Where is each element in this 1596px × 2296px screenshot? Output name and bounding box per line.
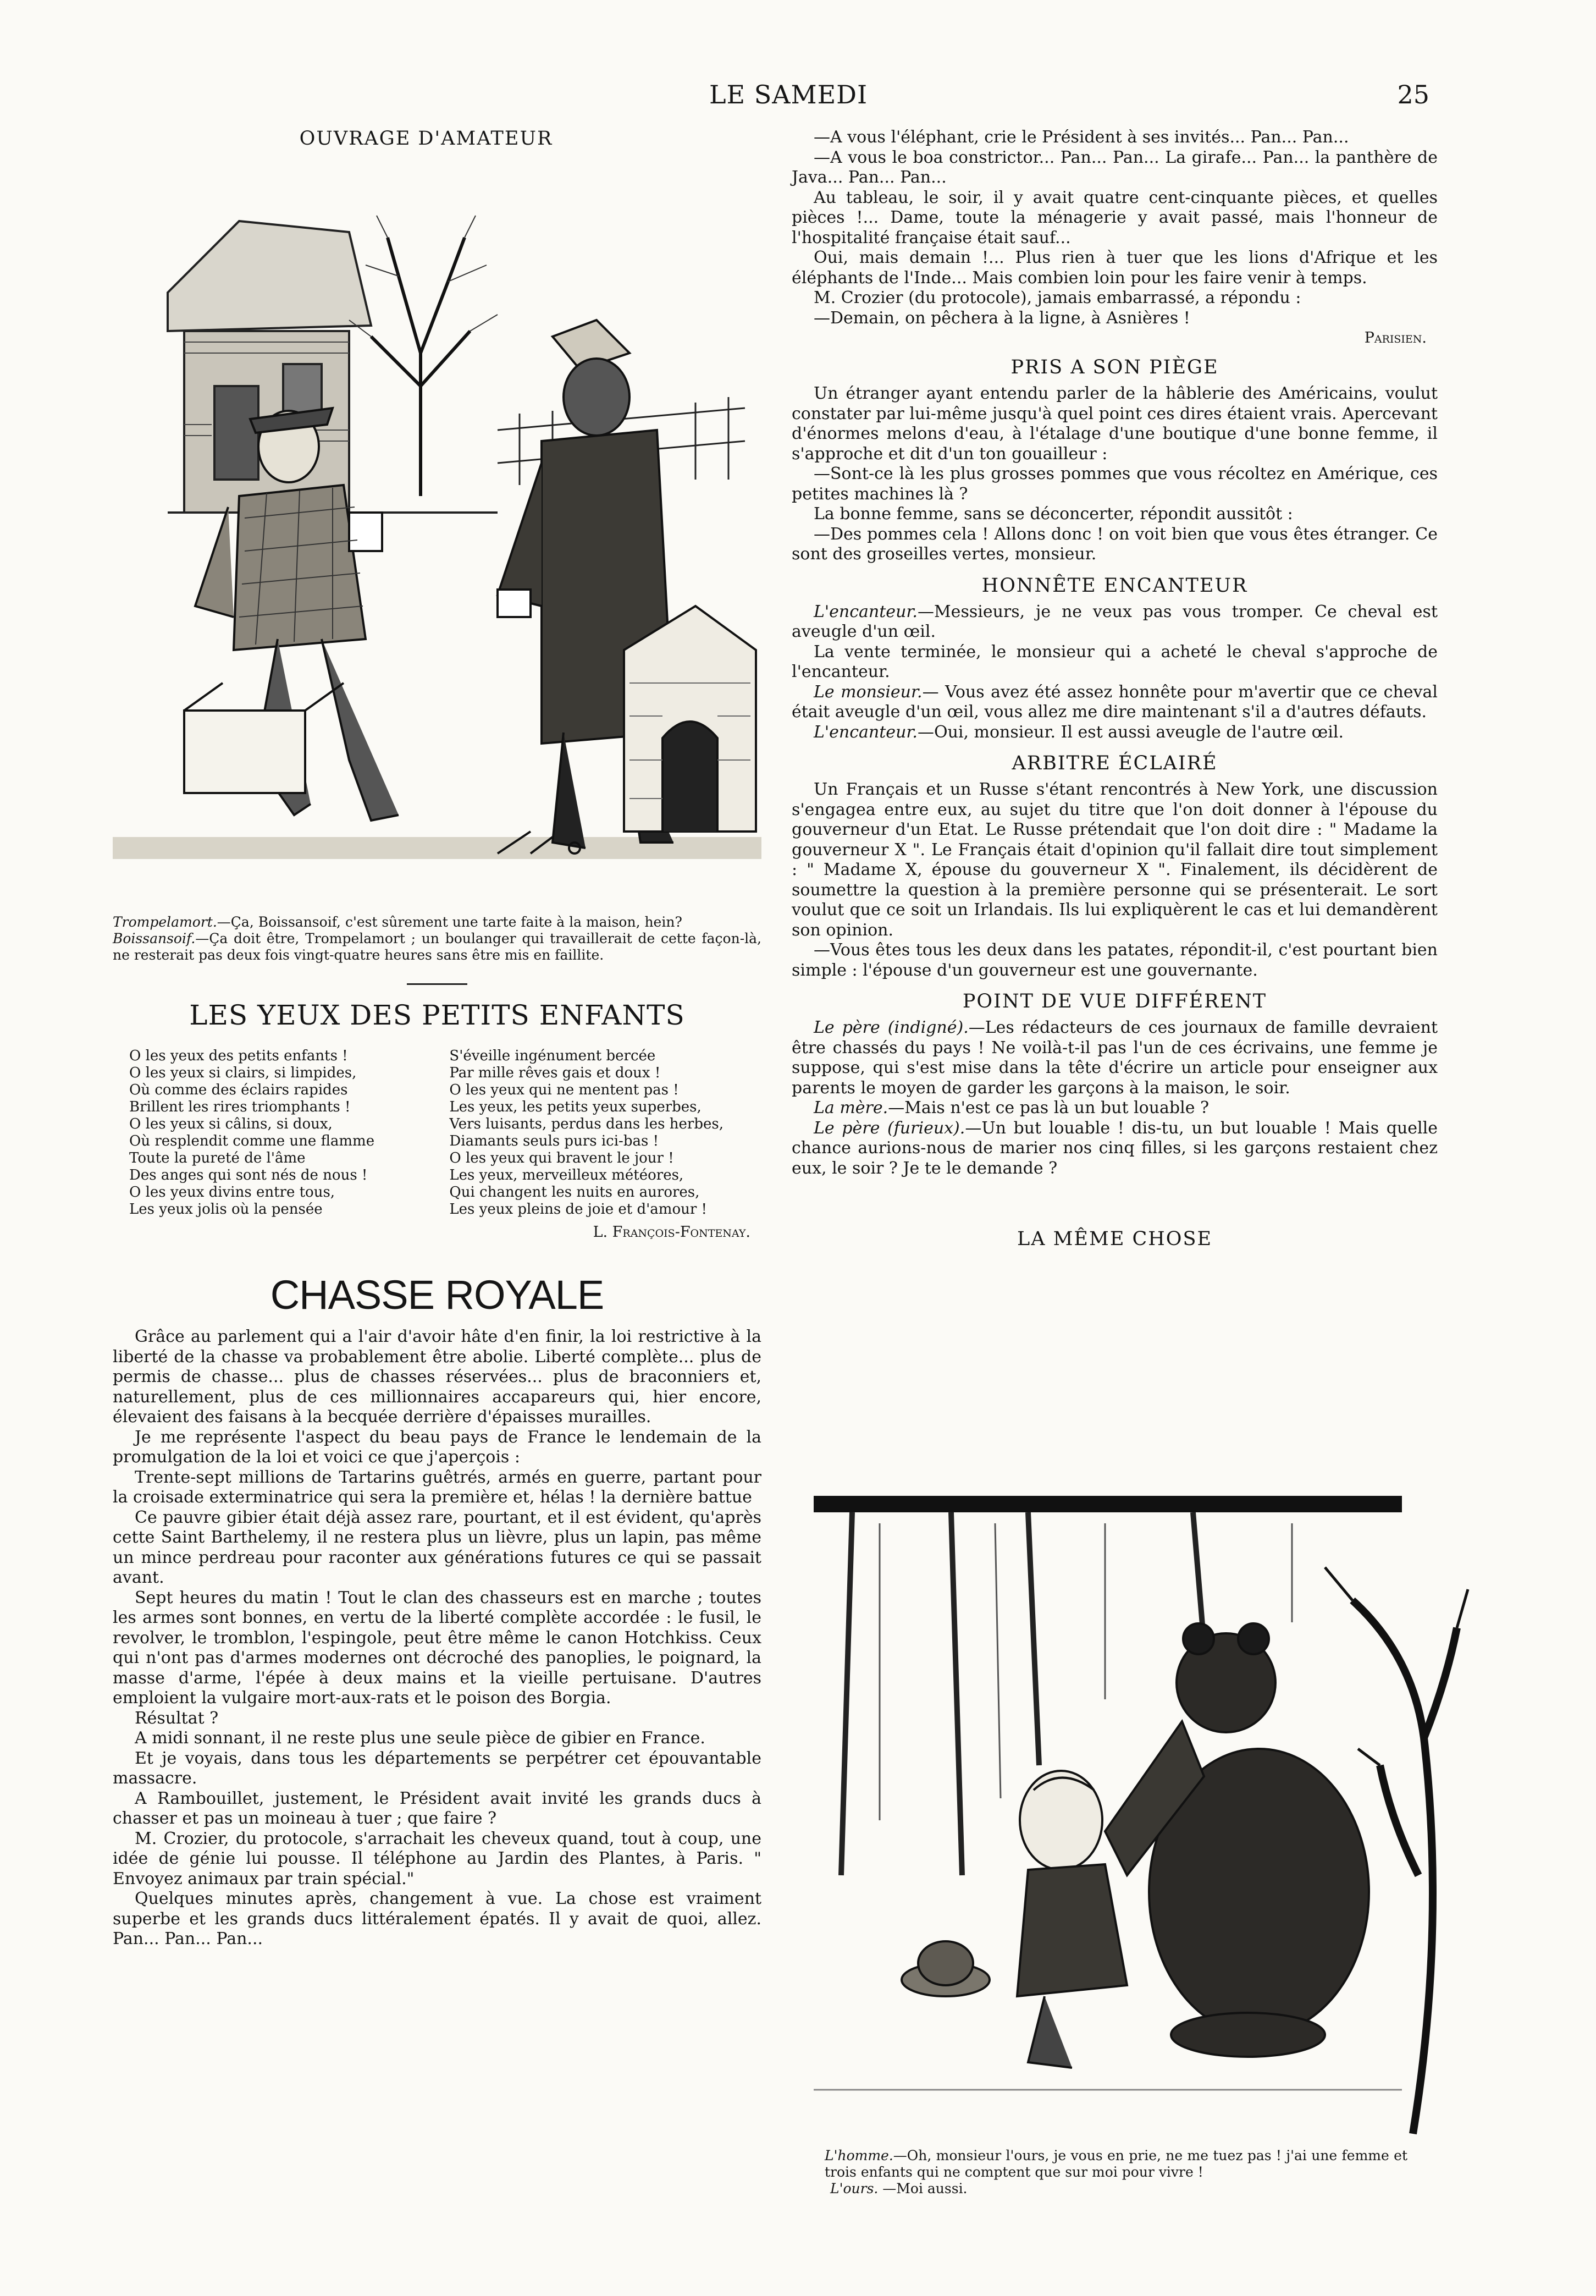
chasse-paragraph: Grâce au parlement qui a l'air d'avoir hâte d'en finir, la loi restrictive à la liberté de la chasse va probablement être abolie. Liberté complète... plus de permis de chasse... plus de chasses réservées... plus de braconniers et, naturellement, plus de ces millionnaires accapareurs qui, hier encore, élevaient des faisans à la becquée derrière d'épaisses murailles. [113, 1327, 761, 1427]
poem-line: S'éveille ingénument bercée [449, 1048, 656, 1064]
chasse-continued: M. Crozier (du protocole), jamais embarrassé, a répondu : [814, 288, 1301, 307]
poem-body [113, 1048, 761, 1218]
chasse-paragraph: Sept heures du matin ! Tout le clan des chasseurs est en marche ; toutes les armes sont bonnes, en vertu de la liberté complète accordée : le fusil, le revolver, le tromblon, l'espingole, peut être même le canon Hotchkiss. Ceux qui n'ont pas d'armes modernes ont décroché des panoplies, le poignard, la masse d'arme, l'épée à deux mains et la vieille pertuisane. D'autres emploient la vulgaire mort-aux-rats et le poison des Borgia. [113, 1588, 761, 1708]
arbitre-title: ARBITRE ÉCLAIRÉ [1012, 752, 1218, 774]
dialogue: —Messieurs, je ne veux pas vous tromper. Ce cheval est aveugle d'un œil. [792, 602, 1438, 641]
piege-paragraph: —Des pommes cela ! Allons donc ! on voit bien que vous êtes étranger. Ce sont des groseilles vertes, monsieur. [792, 524, 1438, 564]
caption-text: —Moi aussi. [878, 2181, 968, 2196]
poem-line: Par mille rêves gais et doux ! [449, 1065, 661, 1081]
caption-speaker: Trompelamort. [113, 914, 217, 930]
dialogue: — Vous avez été assez honnête pour m'avertir que ce cheval était aveugle d'un œil, vous allez me dire maintenant s'il a d'autres défauts. [792, 682, 1438, 722]
piege-title: PRIS A SON PIÈGE [1010, 356, 1219, 378]
chasse-paragraph: Quelques minutes après, changement à vue. La chose est vraiment superbe et les grands ducs littéralement épatés. Il y avait de quoi, allez. Pan... Pan... Pan... [113, 1889, 761, 1948]
poem-line: Des anges qui sont nés de nous ! [129, 1167, 368, 1183]
page-number: 25 [1397, 80, 1429, 109]
page-header [709, 80, 1429, 113]
poem-line: Où resplendit comme une flamme [129, 1133, 375, 1149]
poem-line: Où comme des éclairs rapides [129, 1082, 348, 1098]
chasse-continued: Au tableau, le soir, il y avait quatre cent-cinquante pièces, et quelles pièces !... Dame, toute la ménagerie y avait passé, mais l'honneur de l'hospitalité française était sauf... [792, 188, 1438, 247]
piege-paragraph: —Sont-ce là les plus grosses pommes que vous récoltez en Amérique, ces petites machines là ? [792, 464, 1438, 504]
right-column [792, 128, 1438, 1256]
poem-line: O les yeux qui bravent le jour ! [449, 1150, 674, 1166]
caption-speaker: L'homme. [825, 2148, 893, 2163]
chasse-title: CHASSE ROYALE [270, 1272, 604, 1318]
speaker-manner: (indigné). [887, 1018, 969, 1037]
poem-line: O les yeux qui ne mentent pas ! [449, 1082, 679, 1098]
ouvrage-title: OUVRAGE D'AMATEUR [299, 128, 553, 150]
meme-illustration [797, 1490, 1484, 2150]
chasse-continued: —A vous l'éléphant, crie le Président à ses invités... Pan... Pan... [814, 128, 1349, 147]
encanteur-paragraph [792, 602, 1438, 642]
speaker: La mère. [814, 1098, 888, 1117]
chasse-paragraph: M. Crozier, du protocole, s'arrachait les cheveux quand, tout à coup, une idée de génie lui pousse. Il téléphone au Jardin des Plantes, à Paris. " Envoyez animaux par train spécial." [113, 1829, 761, 1888]
point-paragraph [792, 1018, 1438, 1098]
poem-title: LES YEUX DES PETITS ENFANTS [189, 999, 685, 1031]
arbitre-paragraph: —Vous êtes tous les deux dans les patates, répondit-il, c'est pourtant bien simple : l'épouse d'un gouverneur est une gouvernante. [792, 940, 1438, 980]
speaker: Le père [814, 1018, 880, 1037]
newspaper-title: LE SAMEDI [709, 80, 868, 109]
caption-text: —Ça doit être, Trompelamort ; un boulanger qui travaillerait de cette façon-là, ne resterait pas deux fois vingt-quatre heures sans être mis en faillite. [113, 930, 761, 963]
dialogue: —Oui, monsieur. Il est aussi aveugle de l'autre œil. [917, 722, 1344, 742]
section-divider [407, 983, 467, 985]
chasse-paragraph: A Rambouillet, justement, le Président avait invité les grands ducs à chasser et pas un moineau à tuer ; que faire ? [113, 1788, 761, 1828]
caption-speaker: L'ours. [830, 2181, 879, 2196]
poem-line: Toute la pureté de l'âme [129, 1150, 306, 1166]
chasse-continued: Oui, mais demain !... Plus rien à tuer que les lions d'Afrique et les éléphants de l'Inde... Mais combien loin pour les faire venir à temps. [792, 248, 1438, 288]
point-paragraph [792, 1119, 1438, 1179]
caption-text: —Ça, Boissansoif, c'est sûrement une tarte faite à la maison, hein? [217, 914, 682, 930]
poem-line: Diamants seuls purs ici-bas ! [449, 1133, 659, 1149]
dialogue: —Un but louable ! dis-tu, un but louable ! Mais quelle chance aurions-nous de marier nos cinq filles, si les garçons restaient chez eux, le soir ? Je te le demande ? [792, 1118, 1438, 1178]
chasse-paragraph: Ce pauvre gibier était déjà assez rare, pourtant, et il est évident, qu'après cette Saint Barthelemy, il ne restera plus un lièvre, plus un lapin, pas même un mince perdreau pour raconter aux générations futures ce qui se passait avant. [113, 1507, 761, 1587]
encanteur-paragraph [792, 723, 1438, 743]
caption-speaker: Boissansoif. [113, 930, 196, 946]
poem-line: O les yeux si câlins, si doux, [129, 1116, 333, 1132]
poem-line: Vers luisants, perdus dans les herbes, [449, 1116, 724, 1132]
poem-line: O les yeux si clairs, si limpides, [129, 1065, 357, 1081]
chasse-paragraph: Trente-sept millions de Tartarins guêtrés, armés en guerre, partant pour la croisade exterminatrice qui sera la première et, hélas ! la dernière battue [113, 1467, 761, 1507]
piege-paragraph: Un étranger ayant entendu parler de la hâblerie des Américains, voulut constater par lui-même jusqu'à quel point ces dires étaient vrais. Apercevant d'énormes melons d'eau, à l'étalage d'une boutique d'une bonne femme, il s'approche et dit d'un ton gouailleur : [792, 384, 1438, 464]
poem-line: Les yeux, les petits yeux superbes, [449, 1099, 702, 1115]
poem-stanza-right [449, 1048, 745, 1218]
poem-signature: L. François-Fontenay. [593, 1224, 750, 1241]
point-paragraph [792, 1098, 1438, 1119]
ouvrage-caption [113, 914, 761, 963]
chasse-paragraph: A midi sonnant, il ne reste plus une seule pièce de gibier en France. [135, 1728, 705, 1748]
meme-caption [825, 2148, 1407, 2197]
piege-paragraph: La bonne femme, sans se déconcerter, répondit aussitôt : [814, 504, 1293, 524]
encanteur-paragraph [792, 682, 1438, 723]
chasse-signature: Parisien. [1364, 329, 1427, 346]
arbitre-paragraph: Un Français et un Russe s'étant rencontrés à New York, une discussion s'engagea entre eux, au sujet du titre que l'on doit donner à l'épouse du gouverneur d'un Etat. Le Russe prétendait que l'on doit dire : " Madame la gouverneur X ". Le Français était d'opinion qu'il fallait dire tout simplement : " Madame X, épouse du gouverneur X ". Finalement, ils décidèrent de soumettre la question à la première personne qui se présenterait. Le sort voulut que ce soit un Irlandais. Ils lui expliquèrent le cas et lui demandèrent son opinion. [792, 780, 1438, 940]
meme-title: LA MÊME CHOSE [1017, 1228, 1213, 1250]
speaker: L'encanteur. [814, 602, 918, 621]
ouvrage-illustration [113, 155, 761, 909]
poem-stanza-left [129, 1048, 425, 1218]
speaker: Le père [814, 1118, 880, 1138]
poem-line: Les yeux jolis où la pensée [129, 1201, 323, 1218]
encanteur-title: HONNÊTE ENCANTEUR [981, 574, 1248, 597]
encanteur-paragraph: La vente terminée, le monsieur qui a acheté le cheval s'approche de l'encanteur. [792, 642, 1438, 681]
dialogue: —Mais n'est ce pas là un but louable ? [888, 1098, 1210, 1117]
chasse-continued: —A vous le boa constrictor... Pan... Pan... La girafe... Pan... la panthère de Java... Pan... Pan... [792, 147, 1438, 187]
caption-text: —Oh, monsieur l'ours, je vous en prie, ne me tuez pas ! j'ai une femme et trois enfants qui ne comptent que sur moi pour vivre ! [825, 2148, 1407, 2180]
speaker: L'encanteur. [814, 722, 918, 742]
chasse-paragraph: Je me représente l'aspect du beau pays de France le lendemain de la promulgation de la loi et voici ce que j'aperçois : [113, 1427, 761, 1467]
dialogue: —Les rédacteurs de ces journaux de famille devraient être chassés du pays ! Ne voilà-t-il pas l'un de ces écrivains, une femme je suppose, qui s'est mise dans la tête d'écrire un article pour enseigner aux parents le moyen de garder les garçons à la maison, le soir. [792, 1018, 1438, 1098]
poem-line: Les yeux pleins de joie et d'amour ! [449, 1201, 707, 1218]
poem-line: O les yeux divins entre tous, [129, 1184, 335, 1201]
poem-line: Qui changent les nuits en aurores, [449, 1184, 700, 1201]
poem-line: Brillent les rires triomphants ! [129, 1099, 351, 1115]
poem-line: Les yeux, merveilleux météores, [449, 1167, 684, 1183]
poem-line: O les yeux des petits enfants ! [129, 1048, 348, 1064]
chasse-paragraph: Résultat ? [135, 1708, 219, 1728]
point-title: POINT DE VUE DIFFÉRENT [962, 990, 1267, 1012]
chasse-continued: —Demain, on pêchera à la ligne, à Asnières ! [814, 308, 1190, 328]
speaker: Le monsieur. [814, 682, 923, 702]
left-column [113, 128, 761, 1950]
chasse-paragraph: Et je voyais, dans tous les départements se perpétrer cet épouvantable massacre. [113, 1748, 761, 1788]
speaker-manner: (furieux). [887, 1118, 965, 1138]
